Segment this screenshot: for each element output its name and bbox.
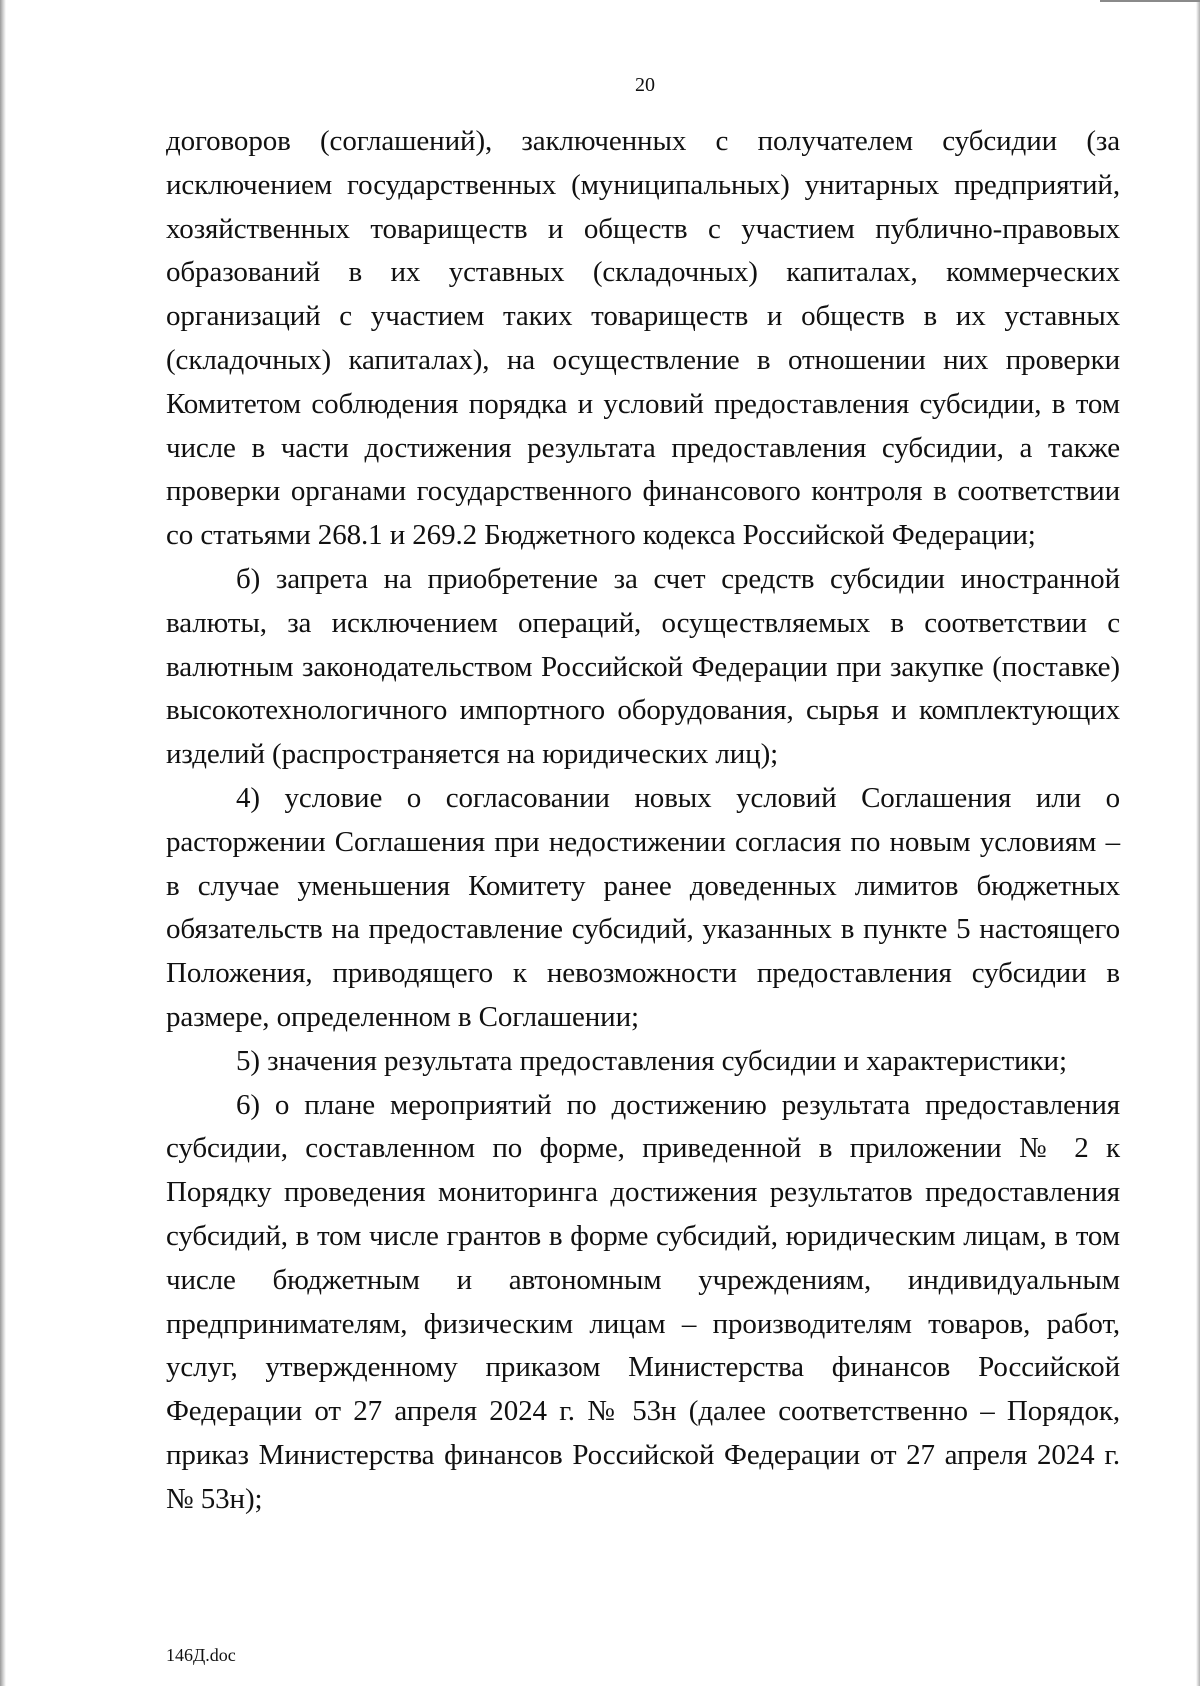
scan-edge-left xyxy=(0,0,6,1686)
paragraph-item-5: 5) значения результата предоставления субсидии и характеристики; xyxy=(236,1044,1067,1077)
document-body xyxy=(166,120,1120,1522)
page-number: 20 xyxy=(635,74,655,96)
paragraph-continuation: договоров (соглашений), заключенных с получателем субсидии (за исключением государственных (муниципальных) унитарных предприятий, хозяйственных товариществ и обществ с участием публично-правовых образований в их уставных (складочных) капиталах, коммерческих организаций с участием таких товариществ и обществ в их уставных (складочных) капиталах), на осуществление в отношении них проверки Комитетом соблюдения порядка и условий предоставления субсидии, в том числе в части достижения результата предоставления субсидии, а также проверки органами государственного финансового контроля в соответствии со статьями 268.1 и 269.2 Бюджетного кодекса Российской Федерации; xyxy=(166,125,1120,552)
paragraph-item-6: 6) о плане мероприятий по достижению результата предоставления субсидии, составленном по форме, приведенной в приложении № 2 к Порядку проведения мониторинга достижения результатов предоставления субсидий, в том числе грантов в форме субсидий, юридическим лицам, в том числе бюджетным и автономным учреждениям, индивидуальным предпринимателям, физическим лицам – производителям товаров, работ, услуг, утвержденному приказом Министерства финансов Российской Федерации от 27 апреля 2024 г. № 53н (далее соответственно – Порядок, приказ Министерства финансов Российской Федерации от 27 апреля 2024 г. № 53н); xyxy=(166,1088,1120,1515)
footer-filename: 146Д.doc xyxy=(166,1645,236,1665)
paragraph-item-b: б) запрета на приобретение за счет средств субсидии иностранной валюты, за исключением операций, осуществляемых в соответствии с валютным законодательством Российской Федерации при закупке (поставке) высокотехнологичного импортного оборудования, сырья и комплектующих изделий (распространяется на юридических лиц); xyxy=(166,562,1120,771)
scan-edge-right xyxy=(1196,0,1200,1686)
paragraph-item-4: 4) условие о согласовании новых условий Соглашения или о расторжении Соглашения при недостижении согласия по новым условиям – в случае уменьшения Комитету ранее доведенных лимитов бюджетных обязательств на предоставление субсидий, указанных в пункте 5 настоящего Положения, приводящего к невозможности предоставления субсидии в размере, определенном в Соглашении; xyxy=(166,781,1120,1033)
scan-edge-top-right xyxy=(1100,0,1200,2)
